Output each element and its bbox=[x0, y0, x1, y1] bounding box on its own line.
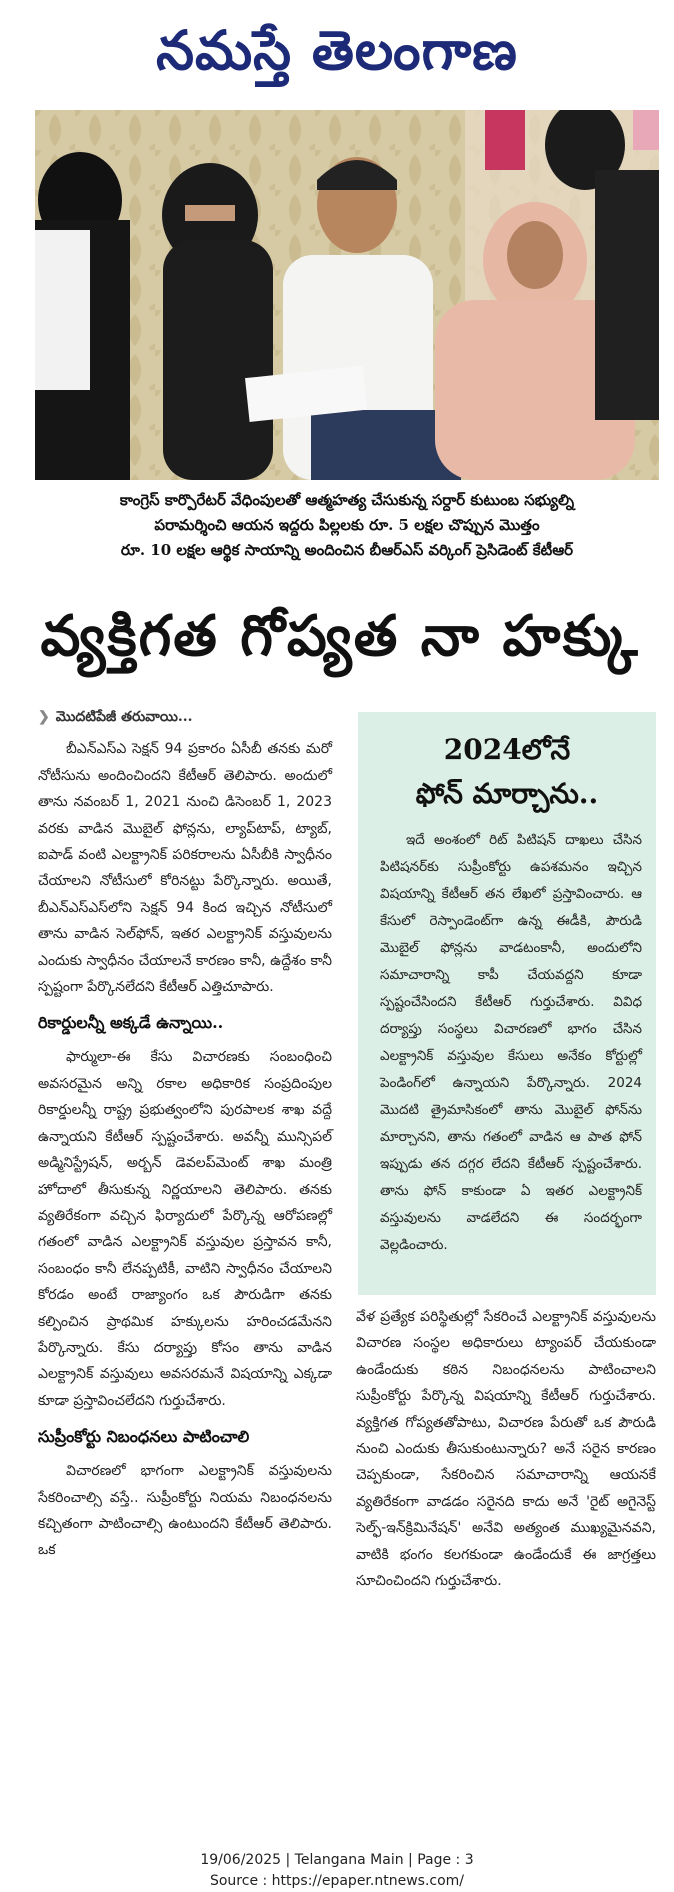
box-title-line-2: ఫోన్ మార్చాను.. bbox=[415, 777, 599, 810]
headline: వ్యక్తిగత గోప్యత నా హక్కు bbox=[40, 603, 640, 669]
photo-caption bbox=[35, 488, 659, 563]
footer-source: Source : https://epaper.ntnews.com/ bbox=[209, 1873, 465, 1889]
photo-illustration bbox=[35, 110, 659, 480]
caption-line-1: కాంగ్రెస్ కార్పొరేటర్ వేధింపులతో ఆత్మహత్య చేసుకున్న సర్దార్ కుటుంబ సభ్యుల్ని bbox=[119, 491, 575, 509]
continuation-label bbox=[38, 704, 332, 730]
caption-line-2: పరామర్శించి ఆయన ఇద్దరు పిల్లలకు రూ. 5 లక్షల చొప్పున మొత్తం bbox=[154, 516, 540, 534]
masthead bbox=[0, 0, 674, 100]
box-title bbox=[358, 712, 656, 816]
footer-date-edition: 19/06/2025 | Telangana Main | Page : 3 bbox=[200, 1852, 474, 1868]
box-title-line-1: 2024లోనే bbox=[443, 733, 571, 766]
newspaper-title: నమస్తే తెలంగాణ bbox=[156, 18, 518, 82]
subheading-supreme-court: సుప్రీంకోర్టు నిబంధనలు పాటించాలి bbox=[38, 1427, 250, 1447]
paragraph: ఫార్ములా-ఈ కేసు విచారణకు సంబంధించి అవసరమైన అన్ని రకాల అధికారిక సంప్రదింపుల రికార్డులన్నీ రాష్ట్ర ప్రభుత్వంలోని పురపాలక శాఖ వద్దే ఉన్నాయని కేటీఆర్ స్పష్టంచేశారు. అవన్నీ మున్సిపల్ అడ్మినిస్ట్రేషన్, అర్బన్ డెవలప్‌మెంట్ శాఖ మంత్రి హోదాలో తీసుకున్న నిర్ణయాలని తెలిపారు. తనకు వ్యతిరేకంగా వచ్చిన ఫిర్యాదులో పేర్కొన్న ఆరోపణల్లో గతంలో వాడిన ఎలక్ట్రానిక్ వస్తువుల ప్రస్తావన కానీ, సంబంధం కానీ లేనప్పటికీ, వాటిని స్వాధీనం చేయాలని కోరడం అంటే రాజ్యాంగం ఒక పౌరుడిగా తనకు కల్పించిన ప్రాథమిక హక్కులను హరించడమేనని పేర్కొన్నారు. కేసు దర్యాప్తు కోసం తాను వాడిన ఎలక్ట్రానిక్ వస్తువులు అవసరమనే విషయాన్ని ఎక్కడా కూడా ప్రస్తావించలేదని గుర్తుచేశారు. bbox=[38, 1049, 332, 1409]
paragraph: ఇదే అంశంలో రిట్ పిటిషన్ దాఖలు చేసిన పిటిషనర్‌కు సుప్రీంకోర్టు ఉపశమనం ఇచ్చిన విషయాన్ని కేటీఆర్ తన లేఖలో ప్రస్తావించారు. ఆ కేసులో రెస్పాండెంట్‌గా ఉన్న ఈడీకి, పౌరుడి మొబైల్ ఫోన్లను వాడటంకానీ, అందులోని సమాచారాన్ని కాపీ చేయవద్దని కూడా స్పష్టంచేసిందని కేటీఆర్ గుర్తుచేశారు. వివిధ దర్యాప్తు సంస్థలు విచారణలో భాగం చేసిన ఎలక్ట్రానిక్ వస్తువుల కేసులు అనేకం కోర్టుల్లో పెండింగ్‌లో ఉన్నాయని పేర్కొన్నారు. 2024 మొదటి త్రైమాసికంలో తాను మొబైల్ ఫోన్‌ను మార్చానని, తాను గతంలో వాడిన ఆ పాత ఫోన్ ఇప్పుడు తన దగ్గర లేదని కేటీఆర్ స్పష్టంచేశారు. తాను ఫోన్ కాకుండా ఏ ఇతర ఎలక్ట్రానిక్ వస్తువులను వాడలేదని ఈ సందర్భంగా వెల్లడించారు. bbox=[380, 832, 642, 1253]
box-body bbox=[380, 827, 642, 1263]
continuation-text: మొదటిపేజీ తరువాయి... bbox=[55, 709, 193, 725]
paragraph: విచారణలో భాగంగా ఎలక్ట్రానిక్ వస్తువులను సేకరించాల్సి వస్తే.. సుప్రీంకోర్టు నియమ నిబంధనలను కచ్చితంగా పాటించాల్సి ఉంటుందని కేటీఆర్ తెలిపారు. ఒక bbox=[38, 1463, 332, 1559]
right-column-continued bbox=[356, 1304, 656, 1600]
subheading-records: రికార్డులన్నీ అక్కడే ఉన్నాయి.. bbox=[38, 1013, 224, 1033]
caption-line-3: రూ. 10 లక్షల ఆర్థిక సాయాన్ని అందించిన బీఆర్ఎస్ వర్కింగ్ ప్రెసిడెంట్ కేటీఆర్ bbox=[120, 541, 574, 559]
chevron-right-icon: ❯ bbox=[38, 709, 50, 725]
sidebar-box bbox=[358, 712, 656, 1295]
left-column bbox=[38, 704, 332, 1570]
news-photo bbox=[35, 110, 659, 480]
paragraph: వేళ ప్రత్యేక పరిస్థితుల్లో సేకరించే ఎలక్ట్రానిక్ వస్తువులను విచారణ సంస్థల అధికారులు ట్యాంపర్ చేయకుండా ఉండేందుకు కఠిన నిబంధనలను పాటించాలని సుప్రీంకోర్టు పేర్కొన్న విషయాన్ని కేటీఆర్ గుర్తుచేశారు. వ్యక్తిగత గోప్యతతోపాటు, విచారణ పేరుతో ఒక పౌరుడి నుంచి ఎందుకు తీసుకుంటున్నారు? అనే సరైన కారణం చెప్పకుండా, సేకరించిన సమాచారాన్ని ఆయనకే వ్యతిరేకంగా వాడడం సరైనది కాదు అనే 'రైట్ అగైనెస్ట్ సెల్ఫ్-ఇన్‌క్రిమినేషన్' అనేవి అత్యంత ముఖ్యమైనవని, వాటికి భంగం కలగకుండా ఉండేందుకే ఈ జాగ్రత్తలు సూచించిందని గుర్తుచేశారు. bbox=[356, 1309, 656, 1590]
page-footer bbox=[0, 1850, 674, 1892]
paragraph: బీఎన్ఎస్ఎ సెక్షన్ 94 ప్రకారం ఏసీబీ తనకు మరో నోటీసును అందించిందని కేటీఆర్ తెలిపారు. అందులో తాను నవంబర్ 1, 2021 నుంచి డిసెంబర్ 1, 2023 వరకు వాడిన మొబైల్ ఫోన్లను, ల్యాప్‌టాప్, ట్యాబ్, ఐపాడ్ వంటి ఎలక్ట్రానిక్ పరికరాలను ఏసీబీకి స్వాధీనం చేయాలని నోటీసులో కోరినట్టు పేర్కొన్నారు. అయితే, బీఎన్ఎస్ఎస్‌లోని సెక్షన్ 94 కింద ఇచ్చిన నోటీసులో తాను వాడిన సెల్‌ఫోన్, ఇతర ఎలక్ట్రానిక్ వస్తువులను ఎందుకు స్వాధీనం చేయాలనే కారణం కానీ, ఉద్దేశం కానీ స్పష్టంగా పేర్కొనలేదని కేటీఆర్ ఎత్తిచూపారు. bbox=[38, 741, 332, 996]
